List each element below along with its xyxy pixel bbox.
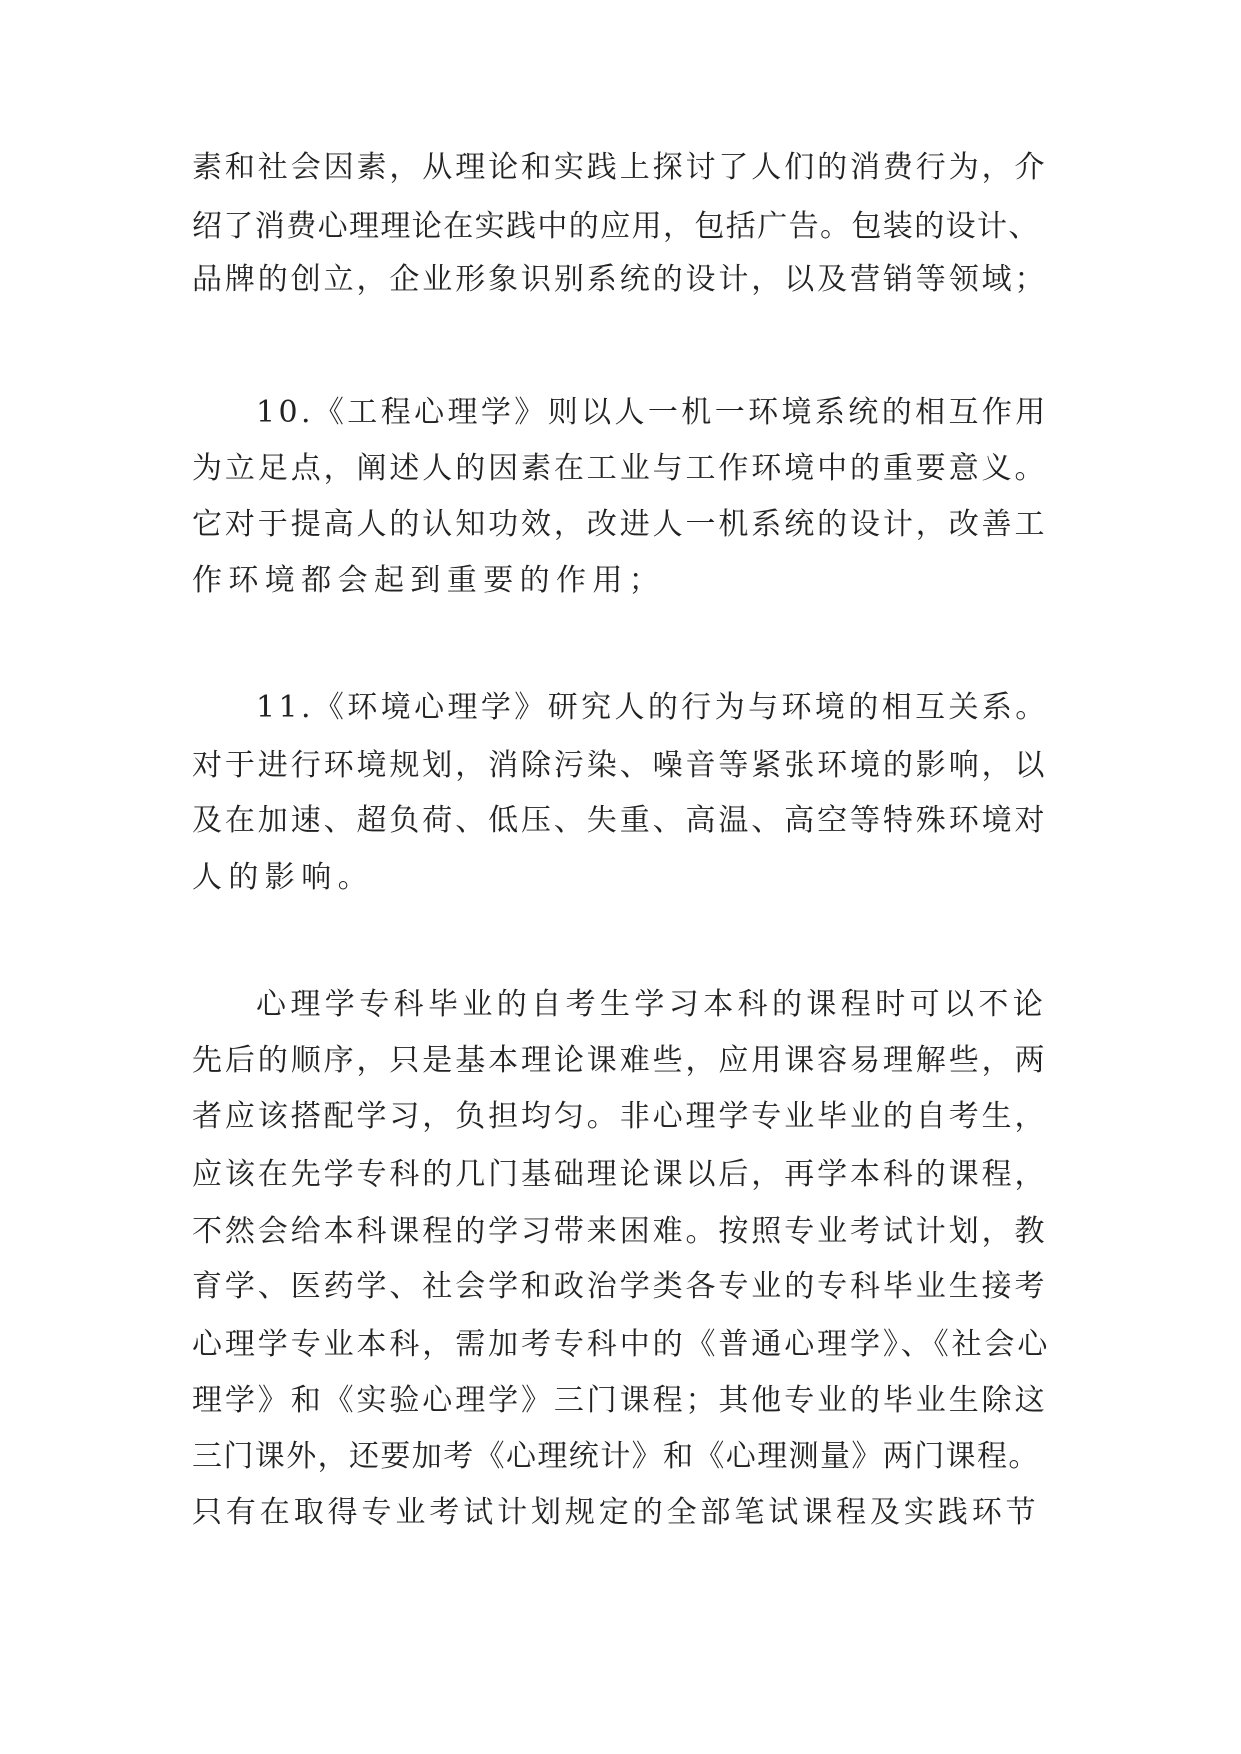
text-line: 它对于提高人的认知功效，改进人一机系统的设计，改善工: [192, 507, 1048, 542]
text-line: 应该在先学专科的几门基础理论课以后，再学本科的课程，: [192, 1157, 1048, 1192]
text-line: 绍了消费心理理论在实践中的应用，包括广告。包装的设计、: [192, 209, 1040, 244]
text-line: 先后的顺序，只是基本理论课难些，应用课容易理解些，两: [192, 1043, 1048, 1078]
text-line: 对于进行环境规划，消除污染、噪音等紧张环境的影响，以: [192, 748, 1048, 783]
text-line: 理学》和《实验心理学》三门课程；其他专业的毕业生除这: [192, 1383, 1048, 1418]
text-line: 素和社会因素，从理论和实践上探讨了人们的消费行为，介: [192, 150, 1048, 185]
text-line: 作环境都会起到重要的作用；: [192, 563, 666, 598]
text-line: 为立足点，阐述人的因素在工业与工作环境中的重要意义。: [192, 451, 1048, 486]
text-line: 及在加速、超负荷、低压、失重、高温、高空等特殊环境对: [192, 803, 1048, 838]
text-line: 11.《环境心理学》研究人的行为与环境的相互关系。: [256, 690, 1049, 725]
text-line: 者应该搭配学习，负担均匀。非心理学专业毕业的自考生，: [192, 1099, 1048, 1134]
text-line: 不然会给本科课程的学习带来困难。按照专业考试计划，教: [192, 1214, 1048, 1249]
text-line: 育学、医药学、社会学和政治学类各专业的专科毕业生接考: [192, 1269, 1048, 1304]
text-line: 心理学专科毕业的自考生学习本科的课程时可以不论: [256, 987, 1048, 1022]
text-line: 心理学专业本科，需加考专科中的《普通心理学》、《社会心: [192, 1327, 1051, 1362]
text-line: 只有在取得专业考试计划规定的全部笔试课程及实践环节: [192, 1495, 1040, 1530]
text-line: 品牌的创立，企业形象识别系统的设计，以及营销等领域；: [192, 262, 1048, 297]
text-line: 三门课外，还要加考《心理统计》和《心理测量》两门课程。: [192, 1439, 1040, 1474]
text-line: 人的影响。: [192, 860, 374, 895]
text-line: 10.《工程心理学》则以人一机一环境系统的相互作用: [256, 395, 1049, 430]
